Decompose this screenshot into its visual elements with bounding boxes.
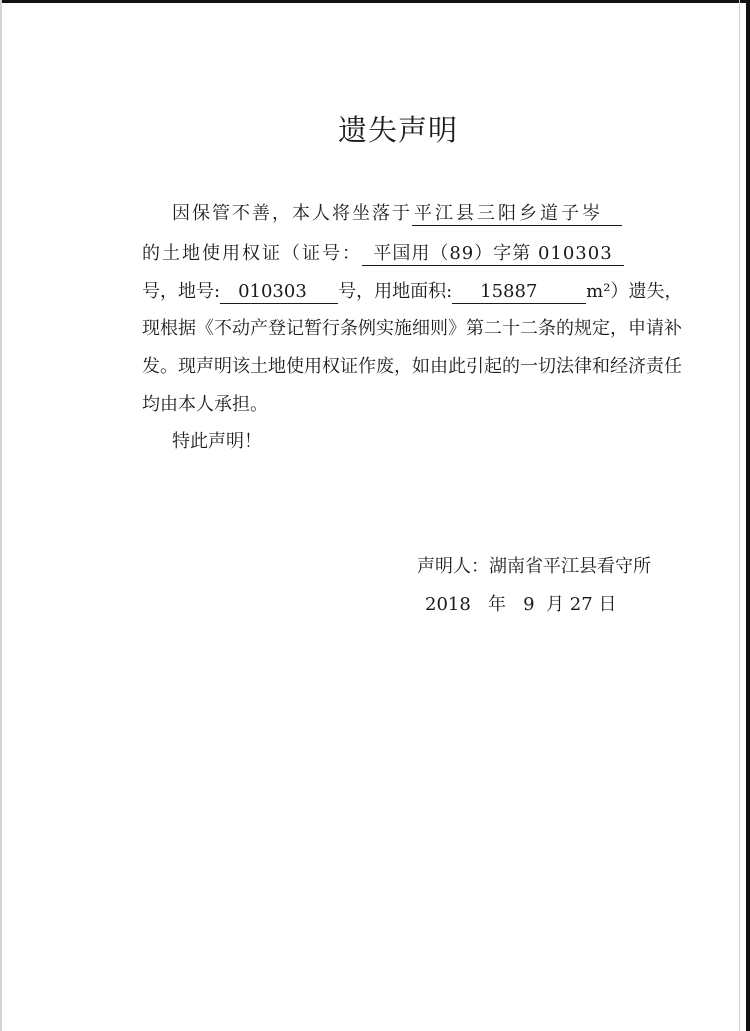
body-line-1 — [172, 202, 622, 226]
scan-edge-left — [0, 0, 2, 1031]
document-title: 遗失声明 — [337, 113, 458, 147]
body-line-3 — [142, 280, 682, 304]
line3-prefix: 号，地号: — [142, 281, 221, 302]
lot-number-field: 010303 — [220, 281, 338, 304]
closing-line: 特此声明！ — [172, 431, 262, 452]
declarant-line: 声明人：湖南省平江县看守所 — [417, 556, 651, 577]
body-line-5: 发。现声明该土地使用权证作废，如由此引起的一切法律和经济责任 — [142, 356, 682, 377]
date-year-unit: 年 — [487, 594, 506, 615]
certificate-number-field: 平国用（89）字第 010303 — [362, 243, 624, 266]
date-month: 9 — [523, 594, 535, 615]
location-field: 平江县三阳乡道子岑 — [412, 203, 622, 226]
body-line-4: 现根据《不动产登记暂行条例实施细则》第二十二条的规定，申请补 — [142, 318, 682, 339]
date-year: 2018 — [425, 594, 471, 615]
line2-prefix: 的土地使用权证（证号： — [142, 243, 362, 264]
date-month-unit: 月 — [546, 594, 565, 615]
area-unit: m²）遗失， — [586, 281, 683, 302]
body-line-6: 均由本人承担。 — [142, 394, 268, 415]
line1-prefix: 因保管不善，本人将坐落于 — [172, 203, 412, 224]
area-field: 15887 — [452, 281, 586, 304]
date-line — [425, 590, 616, 616]
date-day-unit: 日 — [598, 594, 617, 615]
scan-edge-top — [0, 0, 750, 3]
scan-edge-right-inner — [739, 0, 740, 1031]
scan-edge-right — [746, 0, 750, 1031]
line3-mid: 号，用地面积: — [338, 281, 453, 302]
body-line-2 — [142, 242, 624, 266]
date-day: 27 — [569, 594, 593, 615]
